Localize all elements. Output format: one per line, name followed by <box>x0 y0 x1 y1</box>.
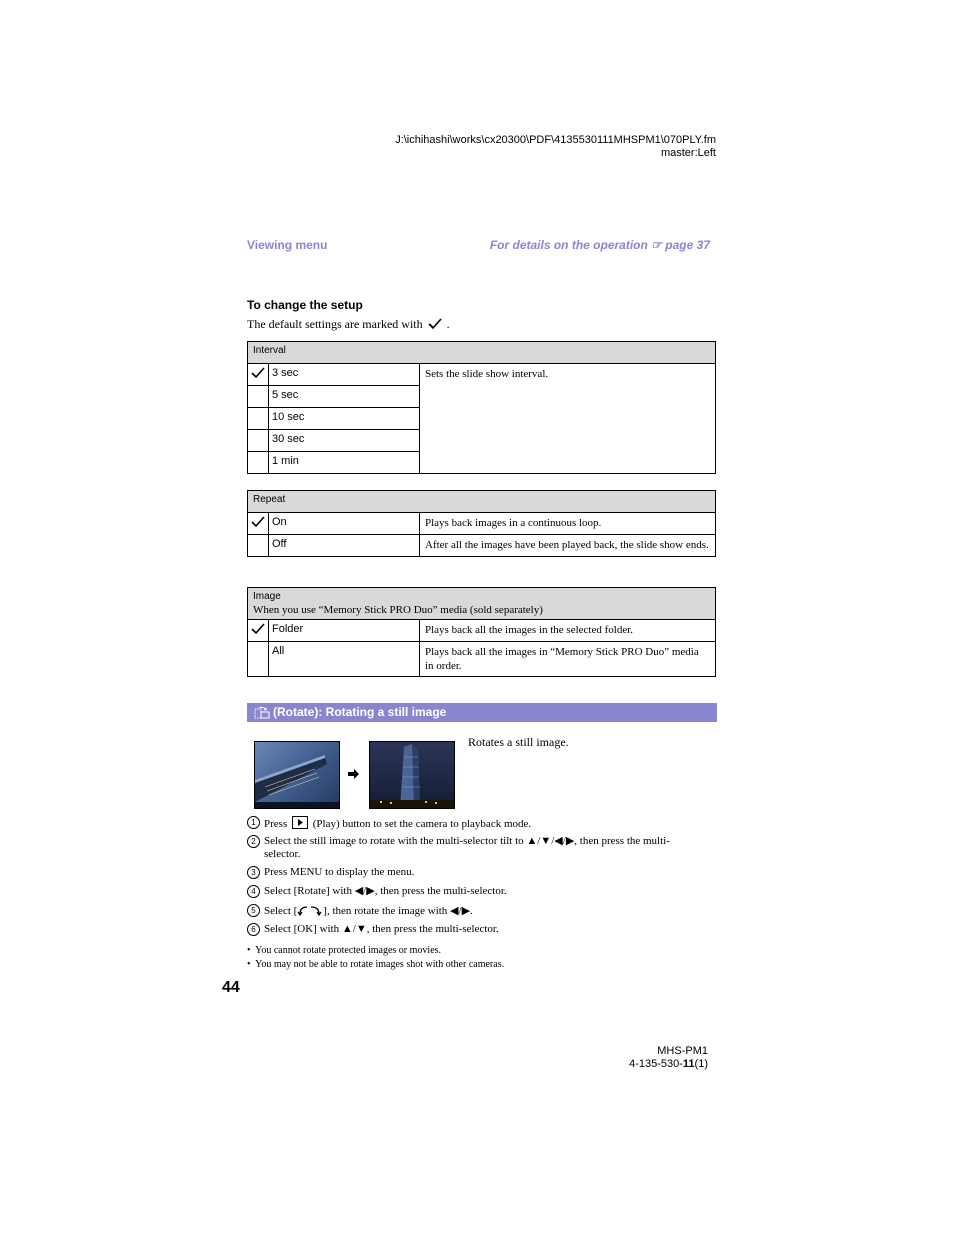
checkmark-icon <box>428 318 442 334</box>
repeat-description: After all the images have been played back, the slide show ends. <box>420 535 716 557</box>
table-row <box>248 620 716 642</box>
rotate-arrows-icon <box>297 904 323 920</box>
repeat-option: Off <box>269 535 420 557</box>
rotate-section-header <box>247 703 717 722</box>
rotated-image <box>369 741 455 809</box>
checkmark-icon <box>248 513 269 535</box>
table-row <box>248 364 716 386</box>
rotate-description: Rotates a still image. <box>468 735 569 749</box>
image-header-title: Image <box>253 591 281 602</box>
repeat-table <box>247 490 716 557</box>
image-description: Plays back all the images in the selected folder. <box>420 620 716 642</box>
repeat-header: Repeat <box>248 491 716 513</box>
interval-option: 10 sec <box>269 408 420 430</box>
image-table <box>247 587 716 677</box>
model-code: 4-135-530-11(1) <box>629 1058 708 1070</box>
file-path: J:\ichihashi\works\cx20300\PDF\4135530111MHSPM1\070PLY.fm <box>395 134 716 146</box>
master-page: master:Left <box>660 147 716 159</box>
interval-table <box>247 341 716 474</box>
interval-option: 1 min <box>269 452 420 474</box>
setup-title: To change the setup <box>247 298 363 312</box>
step-2: 2 Select the still image to rotate with the multi-selector tilt to ▲/▼/◀/▶, then press the multi-selector. <box>247 835 707 849</box>
interval-option: 5 sec <box>269 386 420 408</box>
interval-option: 3 sec <box>269 364 420 386</box>
image-header-subtitle: When you use “Memory Stick PRO Duo” media (sold separately) <box>253 604 543 616</box>
file-path-info <box>395 134 716 160</box>
image-option: All <box>269 642 420 677</box>
pointing-hand-icon: ☞ <box>651 238 662 252</box>
step-1: 1 Press (Play) button to set the camera to playback mode. <box>247 816 707 830</box>
model-info <box>629 1045 708 1071</box>
details-reference <box>490 238 710 252</box>
table-row <box>248 513 716 535</box>
rotate-title: (Rotate): Rotating a still image <box>273 705 447 719</box>
model-name: MHS-PM1 <box>657 1045 708 1057</box>
note: • You may not be able to rotate images shot with other cameras. <box>247 959 505 970</box>
checkmark-icon <box>248 620 269 642</box>
step-3: 3 Press MENU to display the menu. <box>247 866 707 880</box>
repeat-description: Plays back images in a continuous loop. <box>420 513 716 535</box>
table-row <box>248 642 716 677</box>
image-option: Folder <box>269 620 420 642</box>
interval-option: 30 sec <box>269 430 420 452</box>
section-title: Viewing menu <box>247 238 328 252</box>
arrow-icon <box>348 767 360 785</box>
rotate-icon <box>254 706 270 725</box>
step-4: 4 Select [Rotate] with ◀/▶, then press the multi-selector. <box>247 885 707 899</box>
interval-description: Sets the slide show interval. <box>420 364 716 474</box>
default-note <box>247 317 450 334</box>
details-page: page 37 <box>665 238 710 252</box>
play-button-icon <box>292 816 308 829</box>
step-6: 6 Select [OK] with ▲/▼, then press the multi-selector. <box>247 923 707 937</box>
image-header <box>248 588 716 620</box>
details-text: For details on the operation <box>489 238 648 252</box>
original-image <box>254 741 340 809</box>
checkmark-icon <box>248 364 269 386</box>
note: • You cannot rotate protected images or movies. <box>247 945 442 956</box>
interval-header: Interval <box>248 342 716 364</box>
page-number: 44 <box>222 979 240 996</box>
default-note-end: . <box>446 317 450 331</box>
step-5: 5 Select [ ], then rotate the image with ◀/▶. <box>247 904 707 918</box>
repeat-option: On <box>269 513 420 535</box>
image-description: Plays back all the images in “Memory Stick PRO Duo” media in order. <box>420 642 716 677</box>
table-row <box>248 535 716 557</box>
default-note-text: The default settings are marked with <box>247 317 423 331</box>
